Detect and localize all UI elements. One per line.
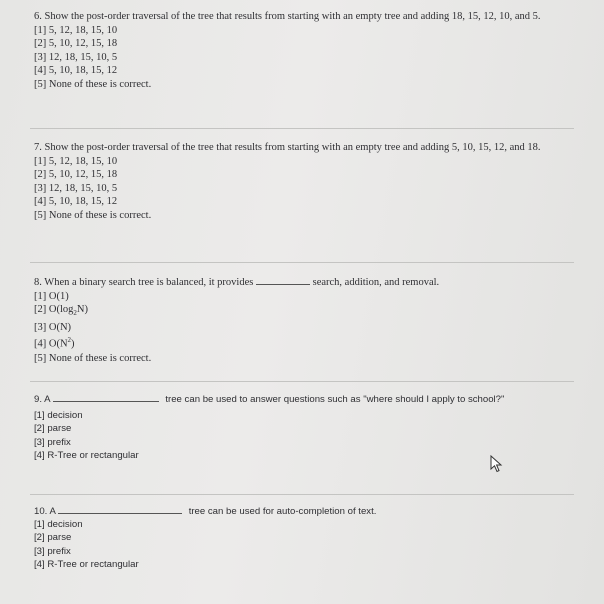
mouse-pointer-icon <box>490 455 504 473</box>
superscript: 2 <box>67 336 72 345</box>
question-9-option-2[interactable]: [2] parse <box>34 423 72 435</box>
question-10-option-2[interactable]: [2] parse <box>34 532 72 544</box>
question-7-option-4[interactable]: [4] 5, 10, 18, 15, 12 <box>34 196 118 208</box>
question-6-option-3[interactable]: [3] 12, 18, 15, 10, 5 <box>34 51 118 63</box>
question-7-option-5[interactable]: [5] None of these is correct. <box>34 209 152 221</box>
question-8-option-1[interactable]: [1] O(1) <box>34 290 69 302</box>
question-10-option-3[interactable]: [3] prefix <box>34 545 71 557</box>
question-9-option-3[interactable]: [3] prefix <box>34 436 71 448</box>
divider <box>30 262 574 263</box>
question-10 <box>34 504 376 571</box>
divider <box>30 381 574 382</box>
question-6 <box>34 10 570 92</box>
question-9 <box>34 392 568 462</box>
divider <box>30 494 574 495</box>
question-8-option-5[interactable]: [5] None of these is correct. <box>34 352 152 364</box>
question-10-option-1[interactable]: [1] decision <box>34 519 83 531</box>
answer-blank <box>58 504 182 514</box>
question-8-stem-start: 8. When a binary search tree is balanced, it provides <box>34 277 254 288</box>
question-7-option-3[interactable]: [3] 12, 18, 15, 10, 5 <box>34 182 118 194</box>
question-9-stem-end: tree can be used to answer questions such as "where should I apply to school?" <box>165 394 505 405</box>
question-9-option-4[interactable]: [4] R-Tree or rectangular <box>34 449 139 461</box>
option-text-end: N) <box>76 304 88 316</box>
question-8 <box>34 275 439 365</box>
divider <box>30 128 574 129</box>
question-10-stem <box>34 504 376 518</box>
question-7 <box>34 141 570 223</box>
question-6-option-1[interactable]: [1] 5, 12, 18, 15, 10 <box>34 24 118 36</box>
answer-blank <box>53 392 159 402</box>
question-10-stem-start: 10. A <box>34 506 56 517</box>
option-text: [2] O(log <box>34 304 74 316</box>
question-9-stem-start: 9. A <box>34 394 51 405</box>
question-8-option-4[interactable] <box>34 334 439 351</box>
option-text: [4] O(N <box>34 338 68 350</box>
answer-blank <box>256 275 310 285</box>
question-8-option-2[interactable] <box>34 303 439 321</box>
question-8-stem-end: search, addition, and removal. <box>312 277 440 288</box>
question-9-option-1[interactable]: [1] decision <box>34 410 83 422</box>
question-7-option-2[interactable]: [2] 5, 10, 12, 15, 18 <box>34 169 118 181</box>
question-7-stem: 7. Show the post-order traversal of the tree that results from starting with an empty tree and adding 5, 10, 15, 12, and 18. <box>34 142 541 153</box>
question-6-option-4[interactable]: [4] 5, 10, 18, 15, 12 <box>34 65 118 77</box>
question-6-stem: 6. Show the post-order traversal of the tree that results from starting with an empty tree and adding 18, 15, 12, 10, and 5. <box>34 11 541 22</box>
question-10-option-4[interactable]: [4] R-Tree or rectangular <box>34 558 139 570</box>
option-text-end: ) <box>71 338 75 350</box>
question-8-stem <box>34 275 439 290</box>
subscript: 2 <box>73 309 77 318</box>
question-10-stem-end: tree can be used for auto-completion of text. <box>188 506 377 517</box>
question-6-option-2[interactable]: [2] 5, 10, 12, 15, 18 <box>34 38 118 50</box>
question-9-stem <box>34 392 568 406</box>
question-7-option-1[interactable]: [1] 5, 12, 18, 15, 10 <box>34 155 118 167</box>
question-6-option-5[interactable]: [5] None of these is correct. <box>34 78 152 90</box>
question-8-option-3[interactable]: [3] O(N) <box>34 321 72 333</box>
